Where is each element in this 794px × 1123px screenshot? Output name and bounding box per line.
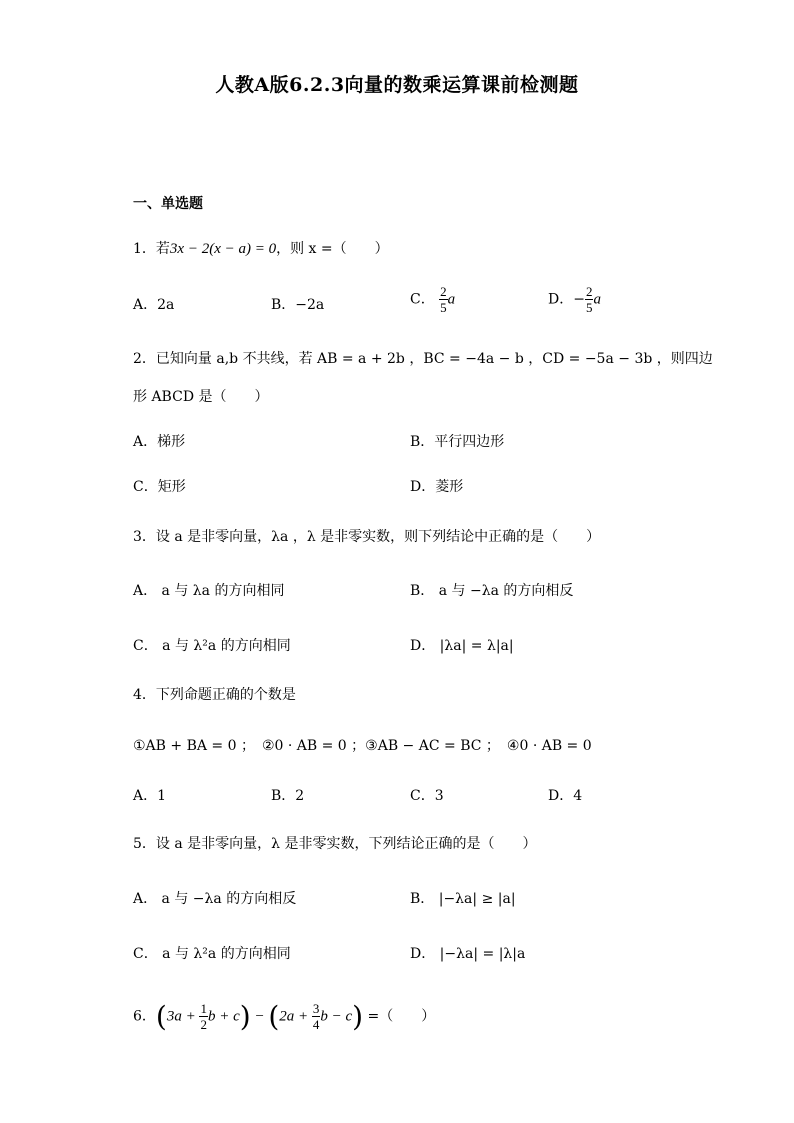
question-1-option-b: B．−2a — [271, 297, 325, 313]
question-2-option-d: D．菱形 — [410, 479, 464, 495]
question-6-fraction-2: $\frac{3}{4}$ — [312, 1001, 320, 1032]
question-5-option-a: A． a 与 −λa 的方向相反 — [133, 891, 297, 907]
question-1-suffix: ，则 x =（ ） — [276, 241, 389, 257]
question-6-paren-open-2: ( — [268, 1000, 280, 1033]
question-2-option-b: B．平行四边形 — [410, 434, 505, 450]
question-2-stem-line2: 形 ABCD 是（ ） — [133, 389, 269, 405]
section-heading: 一、单选题 — [133, 196, 203, 212]
question-4-option-d: D．4 — [548, 788, 583, 804]
question-6-paren-close-1: ) — [239, 1000, 251, 1033]
question-4-items: ①AB + BA = 0 ； ②0 · AB = 0 ；③AB − AC = BC ； ④0 · AB = 0 — [133, 738, 592, 754]
question-1-stem — [133, 238, 389, 258]
question-4-option-b: B．2 — [271, 788, 305, 804]
question-6-fraction-1: $\frac{1}{2}$ — [200, 1001, 207, 1032]
question-5-option-d: D． |−λa| = |λ|a — [410, 946, 526, 962]
document-title: 人教A版6.2.3向量的数乘运算课前检测题 — [215, 74, 579, 96]
question-4-option-c: C．3 — [410, 788, 444, 804]
question-3-option-b: B． a 与 −λa 的方向相反 — [410, 583, 574, 599]
question-3-stem: 3．设 a 是非零向量，λa ，λ 是非零实数，则下列结论中正确的是（ ） — [133, 529, 601, 545]
question-1-option-c-fraction: $\frac{2}{5}$ — [440, 284, 447, 315]
question-4-stem: 4．下列命题正确的个数是 — [133, 687, 296, 703]
question-6-paren-open-1: ( — [155, 1000, 167, 1033]
question-1-math: 3x − 2(x − a) = 0 — [169, 241, 277, 257]
question-3-option-d: D． |λa| = λ|a| — [410, 638, 514, 654]
question-1-prefix: 1．若 — [133, 241, 170, 257]
question-6-stem: 6．(3a + $\frac{1}{2}$ b + c) − (2a + $\frac{3}{4}$ b − c) =（ ） — [133, 1000, 436, 1033]
question-5-stem: 5．设 a 是非零向量，λ 是非零实数，下列结论正确的是（ ） — [133, 836, 537, 852]
question-1-option-c: C． $\frac{2}{5}$ a — [410, 284, 456, 315]
question-3-option-a: A． a 与 λa 的方向相同 — [133, 583, 285, 599]
question-1-option-a: A．2a — [133, 297, 175, 313]
question-3-option-c: C． a 与 λ²a 的方向相同 — [133, 638, 291, 654]
question-4-option-a: A．1 — [133, 788, 167, 804]
question-2-option-a: A．梯形 — [133, 434, 186, 450]
question-1-option-d: D．− $\frac{2}{5}$ a — [548, 284, 601, 315]
question-5-option-b: B． |−λa| ≥ |a| — [410, 891, 516, 907]
question-2-stem-line1: 2．已知向量 a,b 不共线，若 AB = a + 2b ，BC = −4a − b ，CD = −5a − 3b ，则四边 — [133, 351, 713, 367]
question-2-option-c: C．矩形 — [133, 479, 186, 495]
question-6-paren-close-2: ) — [352, 1000, 364, 1033]
question-1-option-d-fraction: $\frac{2}{5}$ — [585, 284, 593, 315]
question-5-option-c: C． a 与 λ²a 的方向相同 — [133, 946, 291, 962]
